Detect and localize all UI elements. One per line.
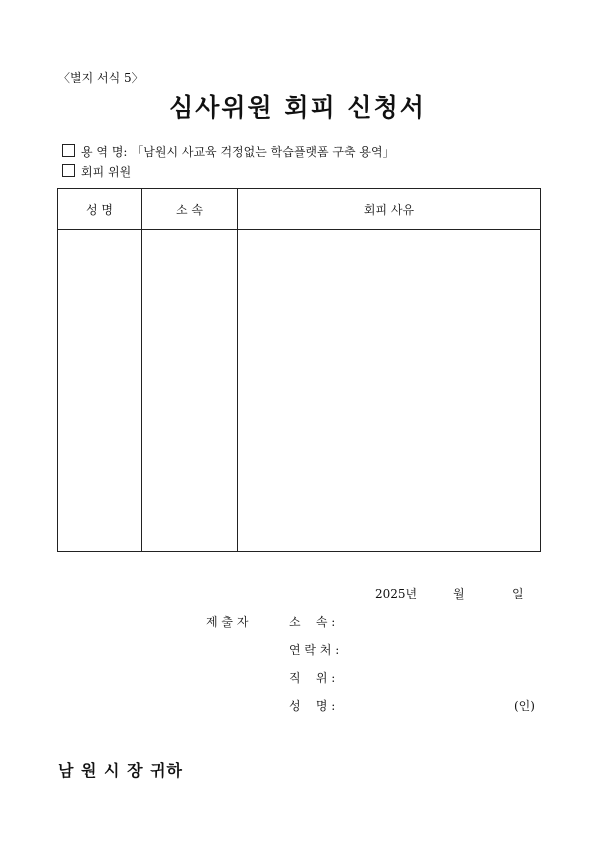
- affiliation-cell[interactable]: [142, 230, 238, 552]
- recusal-member-line: [62, 163, 131, 180]
- recusal-member-label: 회피 위원: [81, 165, 132, 179]
- date-year: 2025년: [375, 587, 418, 601]
- submitter-label: 제 출 자: [206, 615, 249, 629]
- recipient-line: 남 원 시 장 귀하: [58, 761, 184, 780]
- name-field-label: 성 명 :: [289, 699, 336, 713]
- position-field-label: 직 위 :: [289, 671, 336, 685]
- table-header-row: [58, 189, 541, 230]
- date-month: 월: [453, 587, 465, 601]
- contact-field-label: 연 락 처 :: [289, 643, 340, 657]
- form-number-label: 〈별지 서식 5〉: [58, 71, 144, 85]
- page-title: 심사위원 회피 신청서: [169, 93, 426, 122]
- recusal-table: [57, 188, 541, 552]
- header-reason: 회피 사유: [238, 189, 541, 230]
- header-affiliation: 소 속: [142, 189, 238, 230]
- name-cell[interactable]: [58, 230, 142, 552]
- service-name-line: [62, 143, 395, 160]
- header-name: 성 명: [58, 189, 142, 230]
- table-row: [58, 230, 541, 552]
- service-name-label: 용 역 명:: [81, 145, 128, 159]
- reason-cell[interactable]: [238, 230, 541, 552]
- service-name-value: 「남원시 사교육 걱정없는 학습플랫폼 구축 용역」: [131, 145, 395, 159]
- checkbox-icon[interactable]: [62, 164, 75, 177]
- seal-mark: (인): [514, 699, 535, 713]
- checkbox-icon[interactable]: [62, 144, 75, 157]
- date-day: 일: [512, 587, 524, 601]
- affiliation-field-label: 소 속 :: [289, 615, 336, 629]
